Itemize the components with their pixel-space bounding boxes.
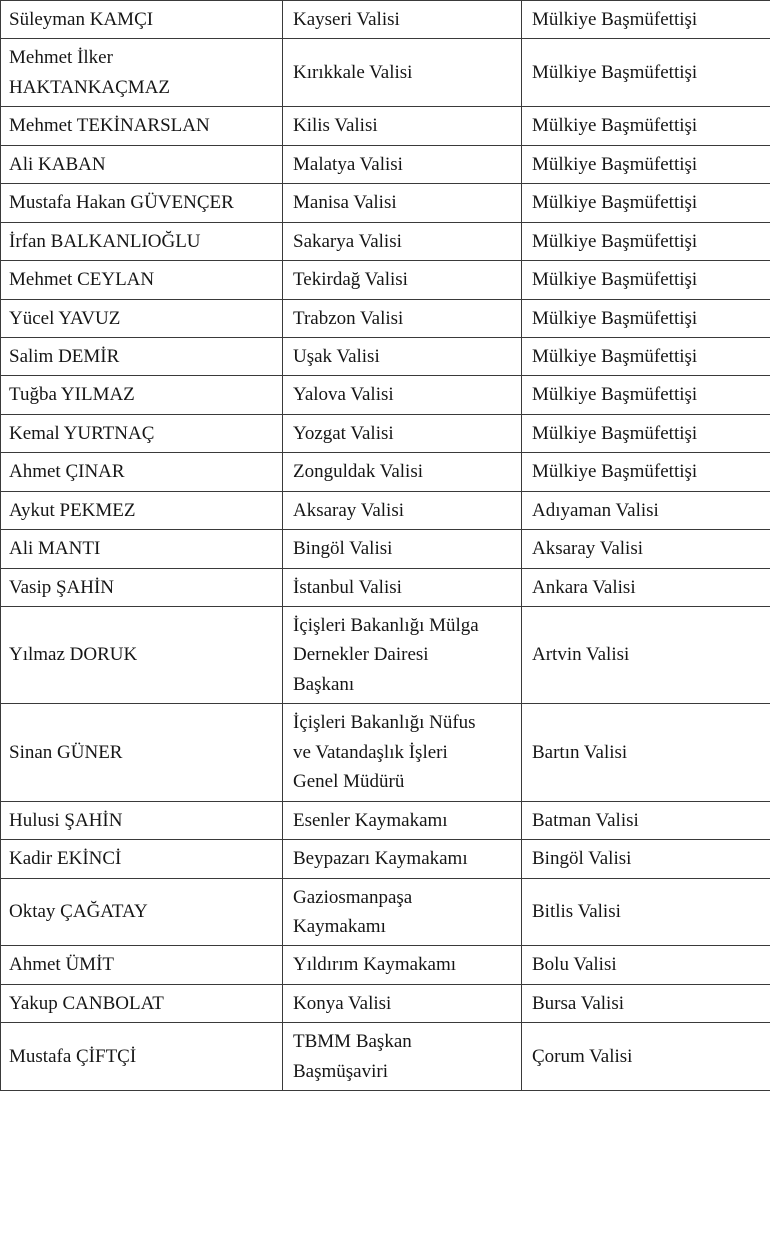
current-position-cell [283, 299, 522, 337]
person-name: Yakup CANBOLAT [9, 992, 164, 1014]
new-position-cell [522, 145, 770, 183]
new-position: Adıyaman Valisi [532, 499, 659, 521]
name-cell [1, 984, 283, 1022]
name-cell [1, 145, 283, 183]
current-position: İçişleri Bakanlığı Nüfus [293, 712, 476, 734]
new-position: Mülkiye Başmüfettişi [532, 9, 698, 30]
name-cell [1, 414, 283, 452]
current-position: Bingöl Valisi [293, 538, 393, 560]
table-row [1, 376, 770, 414]
current-position-cell [283, 145, 522, 183]
person-name: Süleyman KAMÇI [9, 9, 154, 30]
table-row [1, 984, 770, 1022]
current-position-cell [283, 704, 522, 801]
current-position-cell [283, 184, 522, 222]
new-position: Batman Valisi [532, 809, 639, 831]
table-row [1, 607, 770, 704]
current-position: Yozgat Valisi [293, 422, 394, 444]
new-position: Mülkiye Başmüfettişi [532, 192, 698, 214]
table-row [1, 299, 770, 337]
current-position: Tekirdağ Valisi [293, 269, 408, 291]
current-position: Yalova Valisi [293, 384, 394, 406]
new-position: Mülkiye Başmüfettişi [532, 230, 698, 252]
current-position-cell [283, 376, 522, 414]
current-position: Uşak Valisi [293, 345, 380, 367]
person-name: Kemal YURTNAÇ [9, 422, 155, 444]
name-cell [1, 568, 283, 606]
new-position: Mülkiye Başmüfettişi [532, 115, 698, 137]
table-row [1, 222, 770, 260]
person-name: Hulusi ŞAHİN [9, 809, 123, 831]
current-position: Aksaray Valisi [293, 499, 404, 521]
new-position-cell [522, 1023, 770, 1091]
new-position-cell [522, 607, 770, 704]
current-position: Sakarya Valisi [293, 230, 402, 252]
table-row [1, 801, 770, 839]
person-name: Ahmet ÜMİT [9, 954, 115, 976]
table-row [1, 184, 770, 222]
name-cell [1, 1023, 283, 1091]
name-cell [1, 337, 283, 375]
current-position: Manisa Valisi [293, 192, 397, 214]
current-position-cell [283, 568, 522, 606]
current-position: Başmüşaviri [293, 1060, 388, 1082]
person-name: Oktay ÇAĞATAY [9, 901, 148, 923]
name-cell [1, 222, 283, 260]
new-position-cell [522, 107, 770, 145]
new-position-cell [522, 414, 770, 452]
name-cell [1, 299, 283, 337]
new-position-cell [522, 491, 770, 529]
new-position: Bolu Valisi [532, 954, 617, 976]
current-position-cell [283, 39, 522, 107]
person-name: Mehmet CEYLAN [9, 269, 155, 291]
current-position: Konya Valisi [293, 992, 392, 1014]
person-name: HAKTANKAÇMAZ [9, 76, 171, 98]
new-position: Mülkiye Başmüfettişi [532, 345, 698, 367]
name-cell [1, 946, 283, 984]
new-position: Mülkiye Başmüfettişi [532, 384, 698, 406]
table-row [1, 107, 770, 145]
new-position-cell [522, 840, 770, 878]
person-name: Salim DEMİR [9, 345, 120, 367]
name-cell [1, 453, 283, 491]
new-position: Mülkiye Başmüfettişi [532, 307, 698, 329]
new-position-cell [522, 337, 770, 375]
person-name: Vasip ŞAHİN [9, 576, 115, 598]
name-cell [1, 107, 283, 145]
person-name: Ahmet ÇINAR [9, 461, 125, 483]
table-row [1, 1023, 770, 1091]
name-cell [1, 607, 283, 704]
new-position: Artvin Valisi [532, 644, 630, 666]
new-position-cell [522, 801, 770, 839]
table-body [1, 1, 770, 1091]
current-position: Başkanı [293, 673, 355, 695]
table-row [1, 840, 770, 878]
name-cell [1, 878, 283, 946]
person-name: Ali MANTI [9, 538, 101, 560]
current-position: Kırıkkale Valisi [293, 62, 413, 84]
new-position-cell [522, 453, 770, 491]
current-position-cell [283, 337, 522, 375]
current-position: Dernekler Dairesi [293, 644, 429, 666]
name-cell [1, 1, 283, 39]
current-position-cell [283, 107, 522, 145]
new-position-cell [522, 704, 770, 801]
person-name: Mustafa ÇİFTÇİ [9, 1045, 137, 1067]
table-row [1, 704, 770, 801]
new-position: Mülkiye Başmüfettişi [532, 62, 698, 84]
person-name: Mehmet TEKİNARSLAN [9, 115, 210, 137]
current-position-cell [283, 222, 522, 260]
current-position: Beypazarı Kaymakamı [293, 848, 468, 870]
new-position: Aksaray Valisi [532, 538, 643, 560]
current-position: Zonguldak Valisi [293, 461, 424, 483]
table-row [1, 568, 770, 606]
current-position: İstanbul Valisi [293, 576, 402, 598]
current-position: Kaymakamı [293, 915, 386, 937]
current-position-cell [283, 414, 522, 452]
current-position: TBMM Başkan [293, 1031, 412, 1053]
table-row [1, 1, 770, 39]
current-position: Malatya Valisi [293, 153, 403, 175]
current-position: Esenler Kaymakamı [293, 809, 448, 831]
new-position-cell [522, 984, 770, 1022]
current-position-cell [283, 840, 522, 878]
table-row [1, 261, 770, 299]
current-position-cell [283, 1023, 522, 1091]
table-row [1, 878, 770, 946]
new-position-cell [522, 530, 770, 568]
new-position-cell [522, 946, 770, 984]
person-name: Yücel YAVUZ [9, 307, 121, 329]
new-position: Bursa Valisi [532, 992, 625, 1014]
new-position: Mülkiye Başmüfettişi [532, 422, 698, 444]
name-cell [1, 39, 283, 107]
name-cell [1, 376, 283, 414]
current-position: Kilis Valisi [293, 115, 378, 137]
person-name: Kadir EKİNCİ [9, 848, 122, 870]
person-name: İrfan BALKANLIOĞLU [9, 230, 201, 252]
current-position-cell [283, 261, 522, 299]
new-position-cell [522, 222, 770, 260]
name-cell [1, 491, 283, 529]
person-name: Mehmet İlker [9, 47, 113, 69]
current-position-cell [283, 607, 522, 704]
person-name: Mustafa Hakan GÜVENÇER [9, 192, 234, 214]
table-row [1, 453, 770, 491]
new-position-cell [522, 568, 770, 606]
new-position: Mülkiye Başmüfettişi [532, 269, 698, 291]
table-row [1, 39, 770, 107]
current-position-cell [283, 878, 522, 946]
person-name: Ali KABAN [9, 153, 106, 175]
current-position: Kayseri Valisi [293, 9, 400, 30]
current-position-cell [283, 946, 522, 984]
new-position-cell [522, 39, 770, 107]
current-position: Yıldırım Kaymakamı [293, 954, 457, 976]
current-position: Trabzon Valisi [293, 307, 404, 329]
table-row [1, 337, 770, 375]
name-cell [1, 261, 283, 299]
new-position: Ankara Valisi [532, 576, 636, 598]
person-name: Aykut PEKMEZ [9, 499, 136, 521]
new-position-cell [522, 299, 770, 337]
table-row [1, 414, 770, 452]
new-position: Bingöl Valisi [532, 848, 632, 870]
current-position-cell [283, 801, 522, 839]
current-position: ve Vatandaşlık İşleri [293, 741, 448, 763]
person-name: Yılmaz DORUK [9, 644, 138, 666]
current-position: Genel Müdürü [293, 771, 405, 793]
current-position-cell [283, 984, 522, 1022]
person-name: Tuğba YILMAZ [9, 384, 135, 406]
current-position-cell [283, 453, 522, 491]
name-cell [1, 530, 283, 568]
person-name: Sinan GÜNER [9, 741, 123, 763]
table-row [1, 946, 770, 984]
current-position-cell [283, 530, 522, 568]
current-position-cell [283, 491, 522, 529]
new-position-cell [522, 878, 770, 946]
new-position: Çorum Valisi [532, 1045, 633, 1067]
name-cell [1, 840, 283, 878]
current-position: İçişleri Bakanlığı Mülga [293, 615, 479, 636]
new-position-cell [522, 376, 770, 414]
table-row [1, 491, 770, 529]
new-position: Mülkiye Başmüfettişi [532, 153, 698, 175]
new-position-cell [522, 184, 770, 222]
table-row [1, 530, 770, 568]
new-position: Mülkiye Başmüfettişi [532, 461, 698, 483]
new-position-cell [522, 1, 770, 39]
current-position-cell [283, 1, 522, 39]
table-row [1, 145, 770, 183]
name-cell [1, 704, 283, 801]
current-position: Gaziosmanpaşa [293, 886, 413, 908]
new-position: Bitlis Valisi [532, 901, 621, 923]
name-cell [1, 184, 283, 222]
new-position: Bartın Valisi [532, 741, 628, 763]
new-position-cell [522, 261, 770, 299]
name-cell [1, 801, 283, 839]
